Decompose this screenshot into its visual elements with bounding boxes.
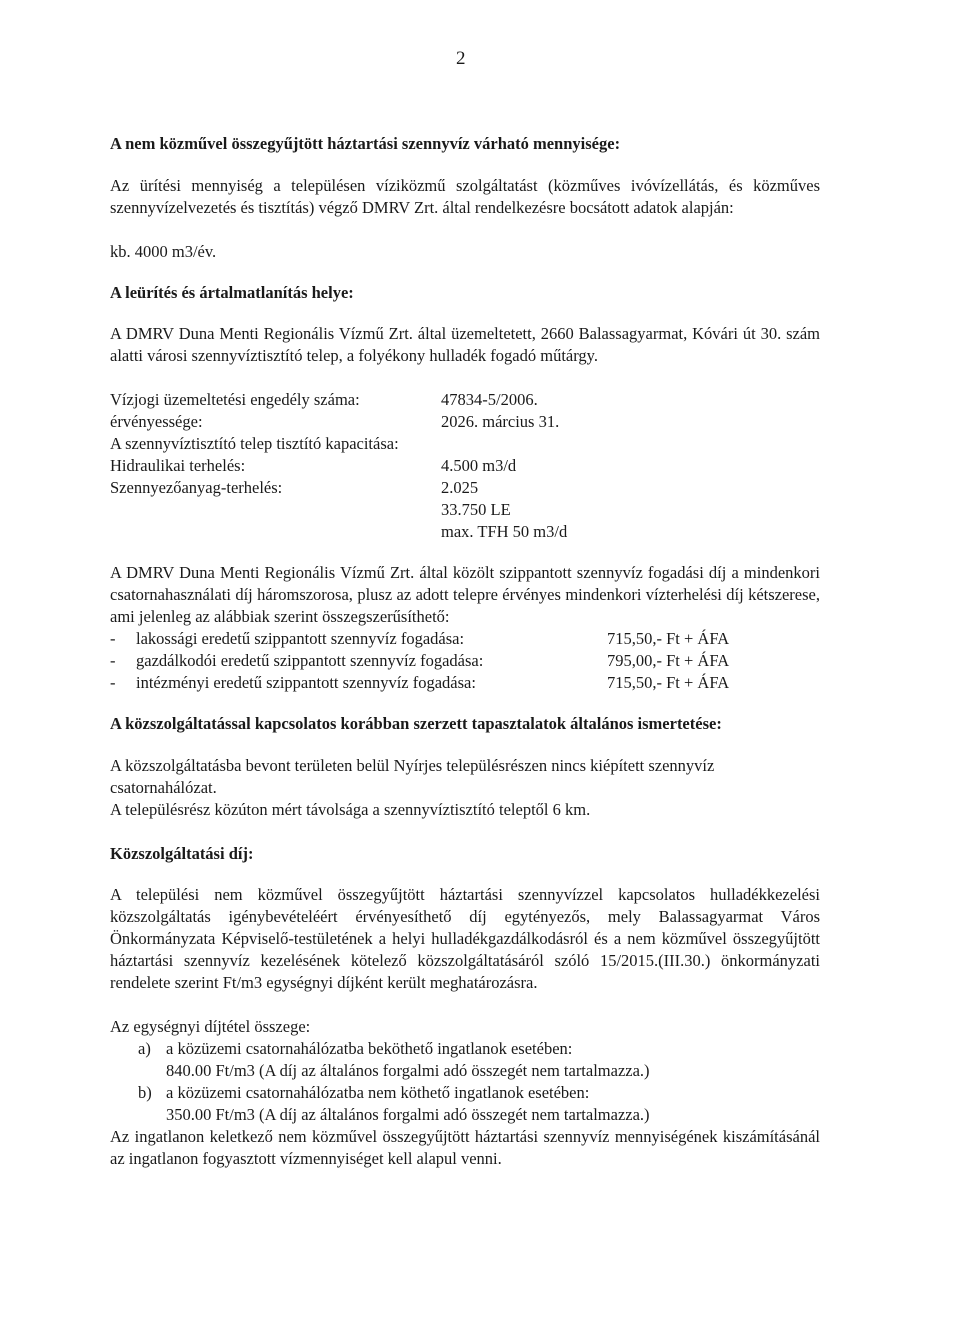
fee-amount: 715,50,- Ft + ÁFA (607, 629, 730, 648)
permit-number-value: 47834-5/2006. (441, 390, 538, 409)
option-price: 350.00 Ft/m3 (A díj az általános forgalmi adó összegét nem tartalmazza.) (166, 1105, 650, 1124)
pollutant-row-3 (110, 521, 820, 543)
page-number: 2 (456, 48, 466, 69)
hydraulic-label: Hidraulikai terhelés: (110, 456, 246, 475)
paragraph-closing: Az ingatlanon keletkező nem közművel összegyűjtött háztartási szennyvíz mennyiségének kiszámításánál az ingatlanon fogyasztott vízmennyiséget kell alapul venni. (110, 1127, 820, 1168)
fee-amount: 715,50,- Ft + ÁFA (607, 673, 730, 692)
section-heading-quantity: A nem közművel összegyűjtött háztartási szennyvíz várható mennyisége: (110, 134, 621, 153)
pollutant-value-1: 2.025 (441, 478, 479, 497)
pollutant-value-3: max. TFH 50 m3/d (441, 522, 568, 541)
hydraulic-row (110, 455, 820, 477)
option-price: 840.00 Ft/m3 (A díj az általános forgalmi adó összegét nem tartalmazza.) (166, 1061, 650, 1080)
pollutant-row (110, 477, 820, 499)
permit-number-label: Vízjogi üzemeltetési engedély száma: (110, 390, 360, 409)
permit-validity-value: 2026. március 31. (441, 412, 560, 431)
fee-dash: - (110, 673, 116, 692)
fee-amount: 795,00,- Ft + ÁFA (607, 651, 730, 670)
fee-dash: - (110, 629, 116, 648)
permit-validity-label: érvényessége: (110, 412, 203, 431)
option-marker: a) (138, 1039, 151, 1058)
fee-label: intézményi eredetű szippantott szennyvíz fogadása: (136, 673, 476, 692)
pollutant-label: Szennyezőanyag-terhelés: (110, 478, 283, 497)
section-heading-service-fee: Közszolgáltatási díj: (110, 844, 254, 863)
capacity-row (110, 433, 820, 455)
section-heading-experience: A közszolgáltatással kapcsolatos korábban szerzett tapasztalatok általános ismertetése: (110, 714, 722, 733)
option-text: a közüzemi csatornahálózatba nem köthető ingatlanok esetében: (166, 1083, 590, 1102)
fee-label: gazdálkodói eredetű szippantott szennyvíz fogadása: (136, 651, 484, 670)
option-marker: b) (138, 1083, 152, 1102)
hydraulic-value: 4.500 m3/d (441, 456, 517, 475)
pollutant-value-2: 33.750 LE (441, 500, 511, 519)
fee-item (110, 650, 820, 672)
paragraph-experience-2: A településrész közúton mért távolsága a szennyvíztisztító teleptől 6 km. (110, 800, 591, 819)
fee-item (110, 628, 820, 650)
fee-item (110, 672, 820, 694)
unit-fee-intro: Az egységnyi díjtétel összege: (110, 1017, 311, 1036)
pollutant-row-2 (110, 499, 820, 521)
fee-label: lakossági eredetű szippantott szennyvíz fogadása: (136, 629, 465, 648)
paragraph-disposal-site: A DMRV Duna Menti Regionális Vízmű Zrt. által üzemeltetett, 2660 Balassagyarmat, Kóvári út 30. szám alatti városi szennyvíztisztító telep, a folyékony hulladék fogadó műtárgy. (110, 324, 820, 365)
paragraph-service-fee: A települési nem közművel összegyűjtött háztartási szennyvízzel kapcsolatos hulladékkezelési közszolgáltatás igénybevételéért érvényesíthető díj egytényezős, mely Balassagyarmat Város Önkormányzata Képviselő-testületének a helyi hulladékgazdálkodásról és a nem közművel összegyűjtött háztartási szennyvíz kezelésének kötelező közszolgáltatásáról szóló 15/2015.(III.30.) önkormányzati rendelete szerint Ft/m3 egységnyi díjként került meghatározásra. (110, 885, 820, 992)
section-heading-disposal-site: A leürítés és ártalmatlanítás helye: (110, 283, 354, 302)
paragraph-experience-1: A közszolgáltatásba bevont területen belül Nyírjes településrészen nincs kiépített szennyvíz csatornahálózat. (110, 756, 715, 797)
permit-validity-row (110, 411, 820, 433)
paragraph-quantity: Az ürítési mennyiség a településen víziközmű szolgáltatást (közműves ivóvízellátás, és közműves szennyvízelvezetés és tisztítás) végző DMRV Zrt. által rendelkezésre bocsátott adatok alapján: (110, 176, 820, 217)
option-text: a közüzemi csatornahálózatba beköthető ingatlanok esetében: (166, 1039, 573, 1058)
capacity-label: A szennyvíztisztító telep tisztító kapacitása: (110, 434, 399, 453)
fee-dash: - (110, 651, 116, 670)
quantity-amount: kb. 4000 m3/év. (110, 242, 217, 261)
paragraph-fee-intro: A DMRV Duna Menti Regionális Vízmű Zrt. által közölt szippantott szennyvíz fogadási díj a mindenkori csatornahasználati díj háromszorosa, plusz az adott telepre érvényes mindenkori vízterhelési díj kétszerese, ami jelenleg az alábbiak szerint összegszerűsíthető: (110, 563, 820, 626)
permit-number-row (110, 389, 820, 411)
